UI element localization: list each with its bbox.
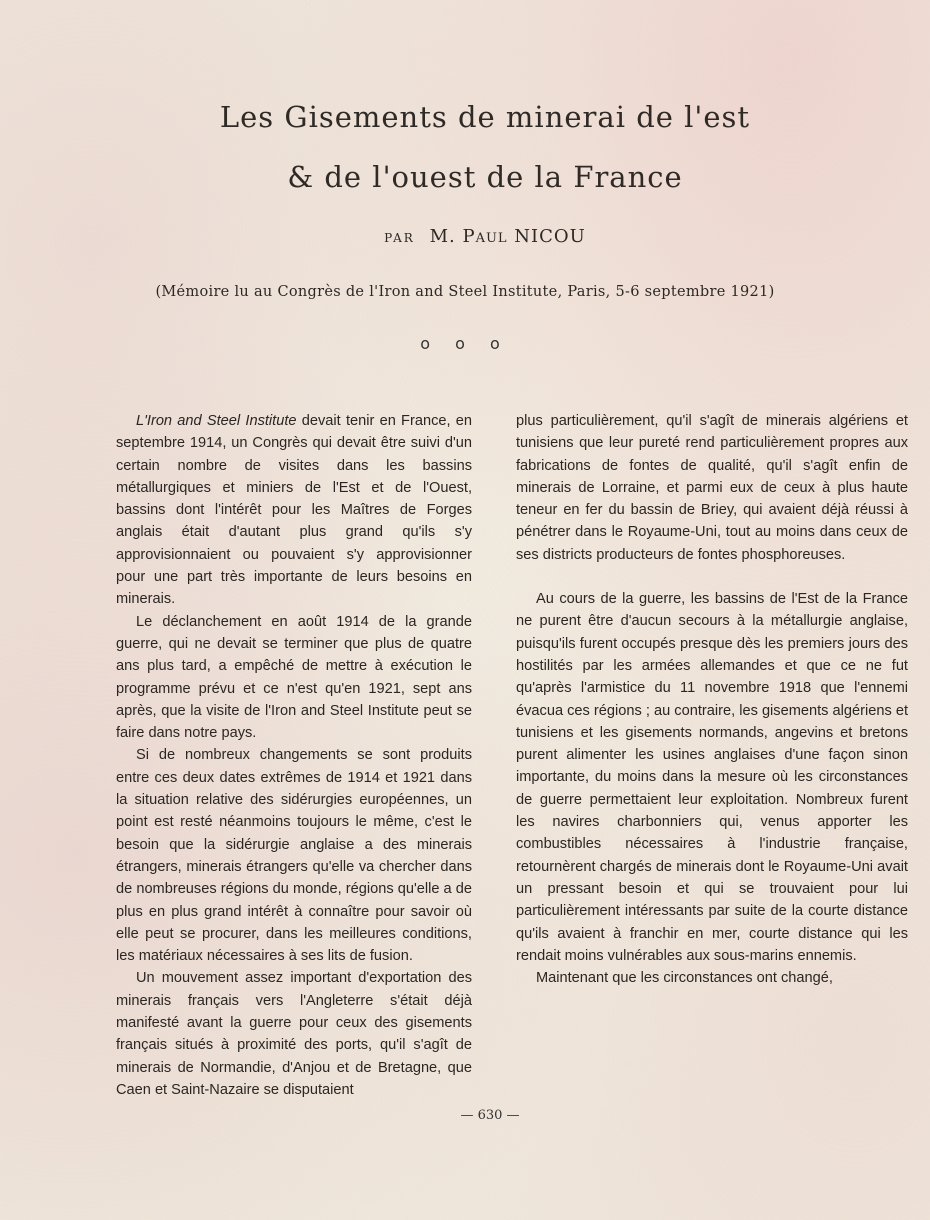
paragraph (116, 410, 472, 611)
paragraph-text: devait tenir en France, en septembre 1914, un Congrès qui devait être suivi d'un certain nombre de visites dans les bassins métallurgiques et miniers de l'Est et de l'Ouest, bassins dont l'intérêt pour les Maîtres de Forges anglais était d'autant plus grand qu'ils s'y approvisionnaient ou pouvaient s'y approvisionner pour une part très importante de leurs besoins en minerais. (116, 413, 473, 608)
byline-author: M. Paul NICOU (429, 226, 586, 247)
byline-prefix: PAR (384, 231, 415, 245)
paragraph: Si de nombreux changements se sont produits entre ces deux dates extrêmes de 1914 et 1921 dans la situation relative des sidérurgies européennes, un point est resté néanmoins toujours le même, c'est le besoin que la sidérurgie anglaise a des minerais étrangers, minerais étrangers qu'elle va chercher dans de nombreuses régions du monde, régions qu'elle a de plus en plus grand intérêt à connaître pour savoir où elle peut se procurer, dans les meilleures conditions, les matériaux nécessaires à ses lits de fusion. (116, 747, 472, 965)
subtitle: (Mémoire lu au Congrès de l'Iron and Steel Institute, Paris, 5-6 septembre 1921) (155, 284, 775, 300)
paragraph: Un mouvement assez important d'exportation des minerais français vers l'Angleterre s'était déjà manifesté avant la guerre pour ceux des gisements français situés à proximité des ports, qu'il s'agît de minerais de Normandie, d'Anjou et de Bretagne, que Caen et Saint-Nazaire se disputaient (116, 970, 472, 1098)
paragraph: Le déclanchement en août 1914 de la grande guerre, qui ne devait se terminer que plus de quatre ans plus tard, a empêché de mettre à exécution le programme prévu et ce n'est qu'en 1921, sept ans après, que la visite de l'Iron and Steel Institute peut se faire dans notre pays. (116, 613, 472, 742)
title-line-1: Les Gisements de minerai de l'est (219, 100, 751, 134)
paragraph: plus particulièrement, qu'il s'agît de minerais algériens et tunisiens que leur pureté rend particulièrement propres aux fabrications de fontes de qualité, qu'il s'agît enfin de minerais de Lorraine, et parmi eux de ceux à plus haute teneur en fer du bassin de Briey, qui avaient déjà réussi à pénétrer dans le Royaume-Uni, tout au moins dans ceux de ses districts producteurs de fontes phosphoreuses. (516, 413, 908, 563)
italic-phrase: L'Iron and Steel Institute (136, 413, 297, 429)
page-number: — 630 — (460, 1108, 520, 1123)
left-column (116, 410, 472, 1101)
ornament-divider: o o o (420, 334, 510, 353)
paragraph: Maintenant que les circonstances ont changé, (536, 970, 833, 987)
byline (20, 226, 930, 247)
paragraph: Au cours de la guerre, les bassins de l'Est de la France ne purent être d'aucun secours à la métallurgie anglaise, puisqu'ils furent occupés presque dès les premiers jours des hostilités par les armées allemandes et que ce ne fut qu'après l'armistice du 11 novembre 1918 que l'ennemi évacua ces régions ; au contraire, les gisements algériens et tunisiens et les gisements normands, angevins et bretons purent alimenter les usines anglaises d'une façon sinon importante, du moins dans la mesure où les circonstances de guerre permettaient leur exploitation. Nombreux furent les navires charbonniers qui, venus apporter les combustibles nécessaires à l'industrie française, retournèrent chargés de minerais dont le Royaume-Uni avait un pressant besoin et qui se trouvaient pour lui particulièrement intéressants par suite de la courte distance qu'ils avaient à franchir en mer, courte distance qui les rendait moins vulnérables aux sous-marins ennemis. (516, 591, 908, 964)
title-line-2: & de l'ouest de la France (287, 160, 683, 194)
right-column (516, 410, 908, 989)
